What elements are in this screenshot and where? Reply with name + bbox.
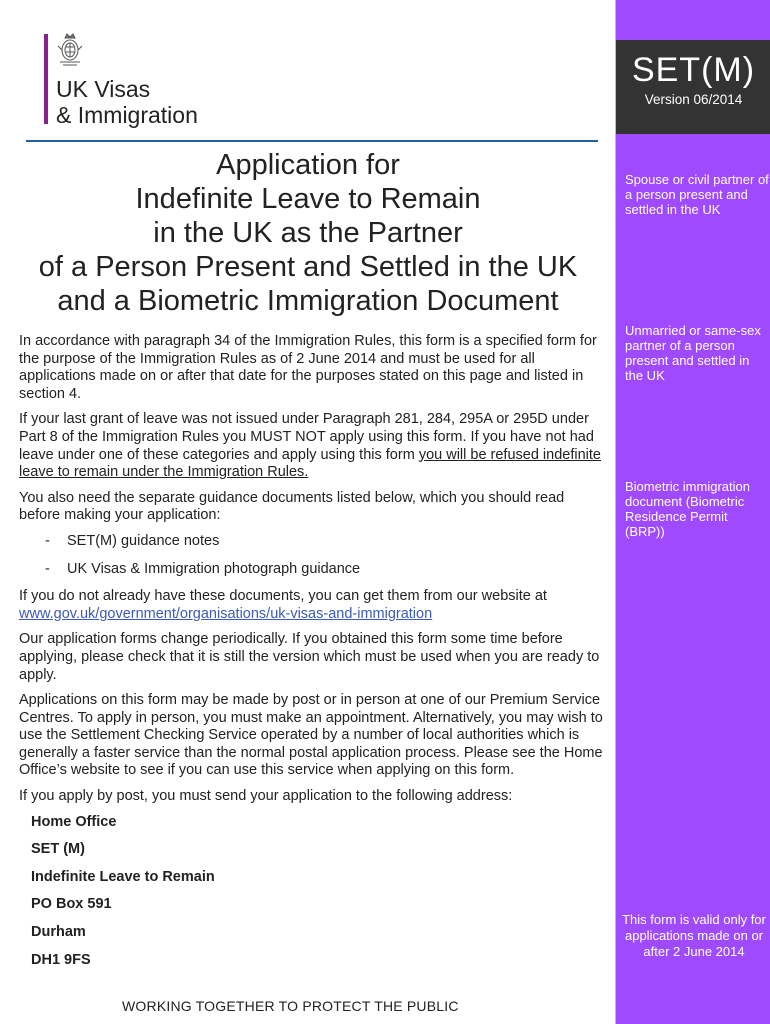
website-link[interactable]: www.gov.uk/government/organisations/uk-visas-and-immigration — [19, 605, 433, 622]
paragraph-guidance: You also need the separate guidance documents listed below, which you should read before making your application: — [19, 489, 565, 524]
list-item-label: SET(M) guidance notes — [67, 532, 220, 549]
paragraph-post: If you apply by post, you must send your application to the following address: — [19, 788, 513, 805]
ukvi-logo — [44, 32, 264, 128]
sidebar-note-brp: Biometric immigration document (Biometric Residence Permit (BRP)) — [625, 479, 750, 539]
postal-address — [31, 814, 604, 970]
sidebar-note-spouse: Spouse or civil partner of a person present and settled in the UK — [625, 172, 769, 217]
eligibility-text: If your last grant of leave was not issued under Paragraph 281, 284, 295A or 295D under Part 8 of the Immigration Rules you MUST NOT apply using this form. If you have not had leave under one of these categories and apply using this form — [19, 411, 594, 463]
address-line: PO Box 591 — [31, 896, 112, 913]
address-line: Home Office — [31, 813, 117, 830]
guidance-list — [19, 533, 604, 578]
list-dash: - — [45, 560, 50, 577]
body-text — [19, 333, 604, 979]
title-line: Indefinite Leave to Remain — [135, 183, 481, 215]
form-code: SET(M) — [631, 51, 756, 89]
address-line: Indefinite Leave to Remain — [31, 868, 215, 885]
page-title — [10, 148, 606, 318]
title-line: in the UK as the Partner — [153, 217, 463, 249]
title-line: and a Biometric Immigration Document — [57, 285, 559, 317]
header-rule — [26, 140, 598, 142]
sidebar — [615, 0, 770, 1024]
list-dash: - — [45, 532, 50, 549]
address-line: Durham — [31, 924, 86, 941]
form-version: Version 06/2014 — [644, 92, 743, 107]
paragraph-applications: Applications on this form may be made by post or in person at one of our Premium Service Centres. To apply in person, you must make an appointment. Alternatively, you may wish to use the Settlement Checking Service operated by a number of local authorities which is generally a faster service than the normal postal application process. Please see the Home Office’s website to see if you can use this service when applying on this form. — [19, 692, 603, 779]
address-line: SET (M) — [31, 841, 85, 858]
sidebar-note-unmarried: Unmarried or same-sex partner of a person present and settled in the UK — [625, 323, 761, 383]
list-item — [45, 561, 604, 579]
royal-crest-icon — [56, 32, 84, 72]
logo-line-2: & Immigration — [56, 102, 198, 128]
title-line: Application for — [216, 149, 400, 181]
paragraph-versions: Our application forms change periodically. If you obtained this form some time before applying, please check that it is still the version which must be used when you are ready to apply. — [19, 631, 600, 683]
logo-text — [56, 76, 198, 128]
footer-slogan: WORKING TOGETHER TO PROTECT THE PUBLIC — [122, 998, 459, 1014]
paragraph-rules: In accordance with paragraph 34 of the Immigration Rules, this form is a specified form for the purpose of the Immigration Rules as of 2 June 2014 and must be used for all applications made on or after that date for the purposes stated on this page and listed in section 4. — [19, 333, 597, 402]
refusal-warning: you will be refused indefinite leave to remain under the Immigration Rules. — [19, 446, 601, 481]
paragraph-website — [19, 588, 604, 623]
sidebar-validity: This form is valid only for applications made on or after 2 June 2014 — [622, 912, 766, 959]
logo-line-1: UK Visas — [56, 76, 151, 102]
form-code-box — [616, 40, 770, 134]
address-line: DH1 9FS — [31, 951, 91, 968]
website-text: If you do not already have these documents, you can get them from our website at — [19, 588, 547, 605]
title-line: of a Person Present and Settled in the UK — [38, 251, 578, 283]
logo-bar — [44, 34, 48, 124]
list-item — [45, 533, 604, 551]
list-item-label: UK Visas & Immigration photograph guidance — [67, 560, 361, 577]
paragraph-eligibility — [19, 411, 604, 481]
